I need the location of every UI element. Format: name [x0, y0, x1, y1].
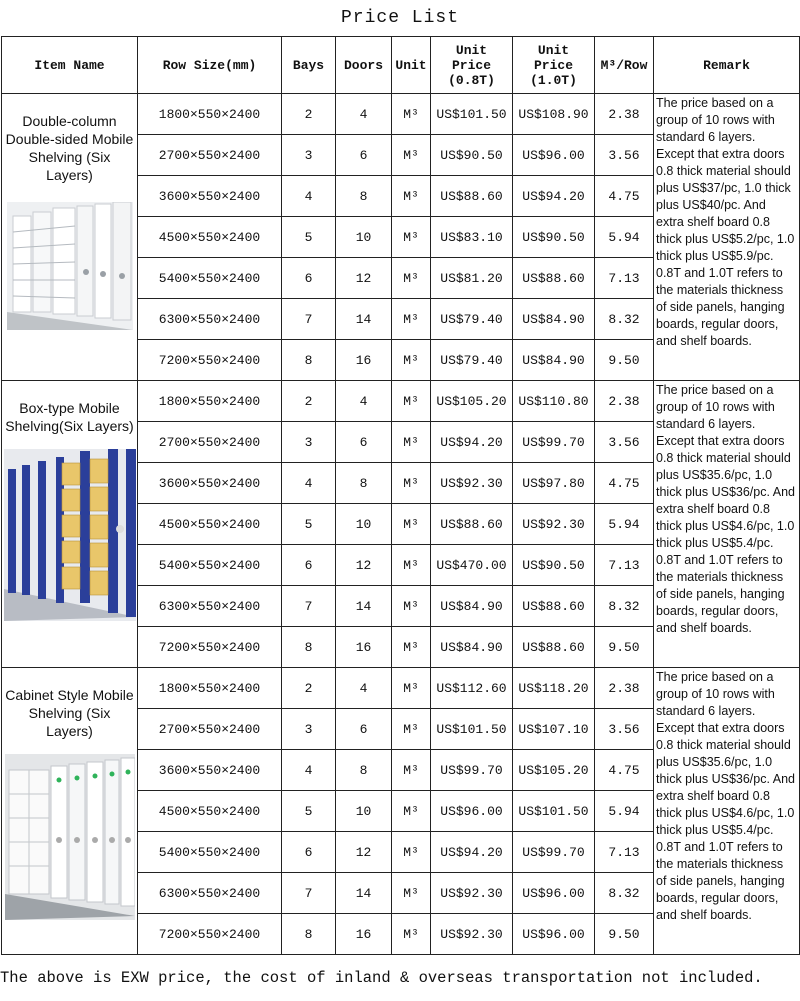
- bays-cell: 8: [282, 627, 336, 668]
- table-row: [2, 668, 800, 709]
- item-name-cell: [2, 668, 138, 955]
- bays-cell: 2: [282, 94, 336, 135]
- table-row: [2, 94, 800, 135]
- unit-cell: M³: [392, 135, 431, 176]
- bays-cell: 3: [282, 709, 336, 750]
- m3-row-cell: 5.94: [595, 791, 654, 832]
- m3-row-cell: 8.32: [595, 299, 654, 340]
- bays-cell: 7: [282, 586, 336, 627]
- bays-cell: 8: [282, 340, 336, 381]
- row-size-cell: 7200×550×2400: [138, 340, 282, 381]
- bays-cell: 6: [282, 545, 336, 586]
- bays-cell: 7: [282, 873, 336, 914]
- row-size-cell: 5400×550×2400: [138, 545, 282, 586]
- m3-row-cell: 7.13: [595, 545, 654, 586]
- price-10-cell: US$96.00: [513, 873, 595, 914]
- price-10-cell: US$84.90: [513, 299, 595, 340]
- bays-cell: 2: [282, 668, 336, 709]
- m3-row-cell: 9.50: [595, 914, 654, 955]
- price-08-cell: US$90.50: [431, 135, 513, 176]
- price-08-cell: US$101.50: [431, 94, 513, 135]
- price-10-cell: US$105.20: [513, 750, 595, 791]
- price-08-cell: US$84.90: [431, 627, 513, 668]
- unit-cell: M³: [392, 668, 431, 709]
- doors-cell: 14: [336, 299, 392, 340]
- header-doors: Doors: [336, 37, 392, 94]
- price-10-cell: US$92.30: [513, 504, 595, 545]
- bays-cell: 8: [282, 914, 336, 955]
- price-10-cell: US$107.10: [513, 709, 595, 750]
- row-size-cell: 1800×550×2400: [138, 668, 282, 709]
- m3-row-cell: 3.56: [595, 135, 654, 176]
- price-10-cell: US$99.70: [513, 422, 595, 463]
- bays-cell: 5: [282, 791, 336, 832]
- row-size-cell: 2700×550×2400: [138, 135, 282, 176]
- price-10-cell: US$88.60: [513, 258, 595, 299]
- m3-row-cell: 3.56: [595, 422, 654, 463]
- price-08-cell: US$79.40: [431, 340, 513, 381]
- bays-cell: 4: [282, 463, 336, 504]
- bays-cell: 5: [282, 217, 336, 258]
- price-10-cell: US$110.80: [513, 381, 595, 422]
- bays-cell: 3: [282, 135, 336, 176]
- unit-cell: M³: [392, 914, 431, 955]
- price-08-cell: US$94.20: [431, 422, 513, 463]
- price-08-cell: US$101.50: [431, 709, 513, 750]
- unit-cell: M³: [392, 709, 431, 750]
- doors-cell: 12: [336, 258, 392, 299]
- header-unit: Unit: [392, 37, 431, 94]
- doors-cell: 16: [336, 914, 392, 955]
- price-08-cell: US$84.90: [431, 586, 513, 627]
- price-08-cell: US$88.60: [431, 504, 513, 545]
- header-price-10: Unit Price (1.0T): [513, 37, 595, 94]
- unit-cell: M³: [392, 791, 431, 832]
- price-08-cell: US$96.00: [431, 791, 513, 832]
- price-table: [1, 36, 800, 955]
- m3-row-cell: 8.32: [595, 586, 654, 627]
- m3-row-cell: 9.50: [595, 627, 654, 668]
- row-size-cell: 7200×550×2400: [138, 627, 282, 668]
- row-size-cell: 6300×550×2400: [138, 873, 282, 914]
- row-size-cell: 3600×550×2400: [138, 750, 282, 791]
- unit-cell: M³: [392, 832, 431, 873]
- price-10-cell: US$88.60: [513, 586, 595, 627]
- footer-note: The above is EXW price, the cost of inland & overseas transportation not included.: [0, 969, 763, 987]
- table-row: [2, 381, 800, 422]
- price-10-cell: US$84.90: [513, 340, 595, 381]
- doors-cell: 6: [336, 135, 392, 176]
- bays-cell: 6: [282, 832, 336, 873]
- price-10-cell: US$108.90: [513, 94, 595, 135]
- bays-cell: 4: [282, 750, 336, 791]
- item-name: Cabinet Style Mobile Shelving (Six Layers): [5, 687, 134, 739]
- doors-cell: 8: [336, 750, 392, 791]
- item-name: Box-type Mobile Shelving(Six Layers): [5, 400, 134, 434]
- row-size-cell: 5400×550×2400: [138, 832, 282, 873]
- doors-cell: 6: [336, 709, 392, 750]
- row-size-cell: 2700×550×2400: [138, 422, 282, 463]
- price-10-cell: US$118.20: [513, 668, 595, 709]
- m3-row-cell: 9.50: [595, 340, 654, 381]
- table-header-row: [2, 37, 800, 94]
- unit-cell: M³: [392, 340, 431, 381]
- blue-box-type-shelving-photo: [4, 449, 136, 621]
- price-08-cell: US$83.10: [431, 217, 513, 258]
- unit-cell: M³: [392, 176, 431, 217]
- price-10-cell: US$94.20: [513, 176, 595, 217]
- m3-row-cell: 5.94: [595, 504, 654, 545]
- unit-cell: M³: [392, 627, 431, 668]
- doors-cell: 14: [336, 586, 392, 627]
- unit-cell: M³: [392, 463, 431, 504]
- m3-row-cell: 8.32: [595, 873, 654, 914]
- price-08-cell: US$99.70: [431, 750, 513, 791]
- row-size-cell: 1800×550×2400: [138, 94, 282, 135]
- row-size-cell: 2700×550×2400: [138, 709, 282, 750]
- header-item-name: Item Name: [2, 37, 138, 94]
- item-name-cell: [2, 94, 138, 381]
- m3-row-cell: 5.94: [595, 217, 654, 258]
- m3-row-cell: 4.75: [595, 176, 654, 217]
- header-m3-row: M³/Row: [595, 37, 654, 94]
- price-08-cell: US$92.30: [431, 873, 513, 914]
- bays-cell: 7: [282, 299, 336, 340]
- row-size-cell: 4500×550×2400: [138, 217, 282, 258]
- unit-cell: M³: [392, 422, 431, 463]
- price-08-cell: US$92.30: [431, 914, 513, 955]
- price-10-cell: US$96.00: [513, 914, 595, 955]
- item-name-cell: [2, 381, 138, 668]
- doors-cell: 14: [336, 873, 392, 914]
- row-size-cell: 1800×550×2400: [138, 381, 282, 422]
- doors-cell: 4: [336, 381, 392, 422]
- price-08-cell: US$88.60: [431, 176, 513, 217]
- price-10-cell: US$97.80: [513, 463, 595, 504]
- doors-cell: 12: [336, 545, 392, 586]
- unit-cell: M³: [392, 94, 431, 135]
- header-row-size: Row Size(mm): [138, 37, 282, 94]
- remark-cell: The price based on a group of 10 rows with standard 6 layers. Except that extra doors 0.8 thick material should plus US$37/pc, 1.0 thick plus US$40/pc. And extra shelf board 0.8 thick plus US$5.2/pc, 1.0 thick plus US$5.9/pc. 0.8T and 1.0T refers to the materials thickness of side panels, hanging boards, regular doors, and shelf boards.: [654, 94, 800, 381]
- unit-cell: M³: [392, 545, 431, 586]
- bays-cell: 3: [282, 422, 336, 463]
- row-size-cell: 3600×550×2400: [138, 463, 282, 504]
- unit-cell: M³: [392, 258, 431, 299]
- price-10-cell: US$99.70: [513, 832, 595, 873]
- doors-cell: 16: [336, 340, 392, 381]
- m3-row-cell: 2.38: [595, 94, 654, 135]
- doors-cell: 8: [336, 463, 392, 504]
- page-title: Price List: [340, 8, 460, 28]
- price-08-cell: US$105.20: [431, 381, 513, 422]
- price-10-cell: US$101.50: [513, 791, 595, 832]
- white-double-column-shelving-photo: [7, 202, 133, 330]
- doors-cell: 6: [336, 422, 392, 463]
- unit-cell: M³: [392, 299, 431, 340]
- doors-cell: 12: [336, 832, 392, 873]
- price-10-cell: US$90.50: [513, 545, 595, 586]
- header-price-08: Unit Price (0.8T): [431, 37, 513, 94]
- m3-row-cell: 7.13: [595, 258, 654, 299]
- doors-cell: 10: [336, 217, 392, 258]
- price-08-cell: US$94.20: [431, 832, 513, 873]
- m3-row-cell: 4.75: [595, 463, 654, 504]
- doors-cell: 10: [336, 791, 392, 832]
- bays-cell: 2: [282, 381, 336, 422]
- doors-cell: 10: [336, 504, 392, 545]
- unit-cell: M³: [392, 873, 431, 914]
- header-bays: Bays: [282, 37, 336, 94]
- row-size-cell: 5400×550×2400: [138, 258, 282, 299]
- doors-cell: 8: [336, 176, 392, 217]
- price-08-cell: US$470.00: [431, 545, 513, 586]
- price-10-cell: US$90.50: [513, 217, 595, 258]
- header-remark: Remark: [654, 37, 800, 94]
- price-08-cell: US$79.40: [431, 299, 513, 340]
- price-10-cell: US$88.60: [513, 627, 595, 668]
- m3-row-cell: 2.38: [595, 668, 654, 709]
- row-size-cell: 6300×550×2400: [138, 299, 282, 340]
- m3-row-cell: 3.56: [595, 709, 654, 750]
- row-size-cell: 6300×550×2400: [138, 586, 282, 627]
- unit-cell: M³: [392, 586, 431, 627]
- doors-cell: 16: [336, 627, 392, 668]
- unit-cell: M³: [392, 504, 431, 545]
- row-size-cell: 4500×550×2400: [138, 504, 282, 545]
- price-10-cell: US$96.00: [513, 135, 595, 176]
- unit-cell: M³: [392, 217, 431, 258]
- bays-cell: 4: [282, 176, 336, 217]
- m3-row-cell: 7.13: [595, 832, 654, 873]
- item-name: Double-column Double-sided Mobile Shelving (Six Layers): [5, 113, 134, 183]
- unit-cell: M³: [392, 750, 431, 791]
- unit-cell: M³: [392, 381, 431, 422]
- row-size-cell: 4500×550×2400: [138, 791, 282, 832]
- m3-row-cell: 4.75: [595, 750, 654, 791]
- doors-cell: 4: [336, 94, 392, 135]
- remark-cell: The price based on a group of 10 rows with standard 6 layers. Except that extra doors 0.8 thick material should plus US$35.6/pc, 1.0 thick plus US$36/pc. And extra shelf board 0.8 thick plus US$4.6/pc, 1.0 thick plus US$5.4/pc. 0.8T and 1.0T refers to the materials thickness of side panels, hanging boards, regular doors, and shelf boards.: [654, 381, 800, 668]
- doors-cell: 4: [336, 668, 392, 709]
- price-08-cell: US$92.30: [431, 463, 513, 504]
- row-size-cell: 3600×550×2400: [138, 176, 282, 217]
- m3-row-cell: 2.38: [595, 381, 654, 422]
- white-cabinet-style-shelving-photo: [5, 754, 135, 920]
- bays-cell: 6: [282, 258, 336, 299]
- price-08-cell: US$112.60: [431, 668, 513, 709]
- price-08-cell: US$81.20: [431, 258, 513, 299]
- bays-cell: 5: [282, 504, 336, 545]
- row-size-cell: 7200×550×2400: [138, 914, 282, 955]
- remark-cell: The price based on a group of 10 rows with standard 6 layers. Except that extra doors 0.8 thick material should plus US$35.6/pc, 1.0 thick plus US$36/pc. And extra shelf board 0.8 thick plus US$4.6/pc, 1.0 thick plus US$5.4/pc. 0.8T and 1.0T refers to the materials thickness of side panels, hanging boards, regular doors, and shelf boards.: [654, 668, 800, 955]
